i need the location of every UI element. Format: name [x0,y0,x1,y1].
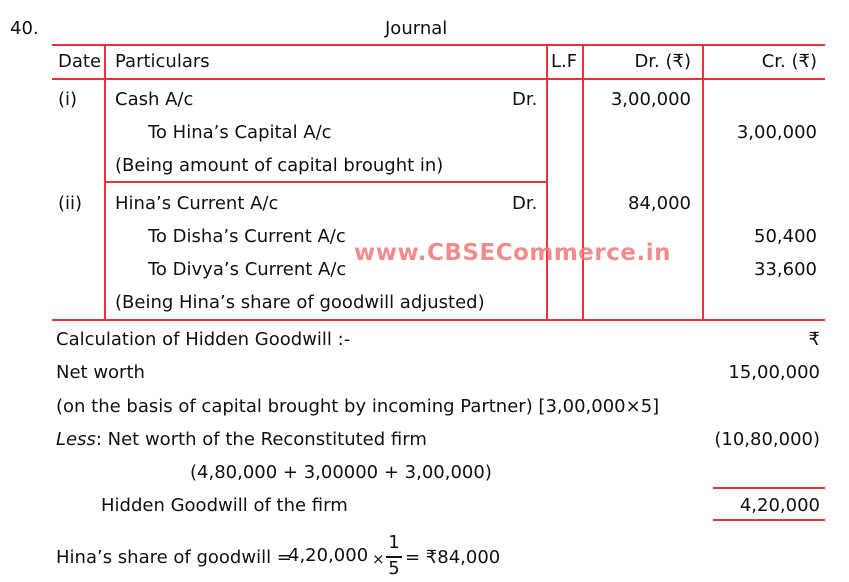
lf-column-rule [582,44,584,321]
debit-amount: 84,000 [628,193,691,214]
narration: (Being Hina’s share of goodwill adjusted) [115,292,485,313]
header-dr: Dr. (₹) [634,51,691,72]
credit-account: To Disha’s Current A/c [148,226,346,247]
header-cr: Cr. (₹) [761,51,817,72]
share-base: 4,20,000 [288,545,369,566]
hidden-goodwill-label: Hidden Goodwill of the firm [101,495,348,516]
share-result: = ₹84,000 [405,547,501,568]
header-particulars: Particulars [115,51,210,72]
watermark: www.CBSECommerce.in [354,240,671,266]
entry-separator-rule [104,181,547,183]
dr-mark: Dr. [512,89,538,110]
table-top-rule [52,44,825,46]
journal-title: Journal [385,18,448,39]
entry-date: (ii) [58,193,83,214]
less-text: : Net worth of the Reconstituted firm [95,429,427,450]
share-label: Hina’s share of goodwill = [56,547,292,568]
credit-amount: 3,00,000 [736,122,817,143]
fraction-denominator: 5 [388,558,400,579]
date-column-rule [104,44,106,321]
question-number: 40. [10,18,39,39]
narration: (Being amount of capital brought in) [115,155,444,176]
credit-amount: 33,600 [754,259,817,280]
total-top-rule [713,487,825,489]
net-worth-label: Net worth [56,362,145,383]
table-bottom-rule [52,319,825,321]
total-bottom-rule [713,519,825,521]
header-date: Date [58,51,102,72]
entry-date: (i) [58,89,78,110]
debit-account: Hina’s Current A/c [115,193,279,214]
credit-account: To Hina’s Capital A/c [148,122,332,143]
table-header-rule [52,78,825,80]
particulars-column-rule [546,44,548,321]
net-worth-value: 15,00,000 [728,362,820,383]
debit-amount: 3,00,000 [610,89,691,110]
net-worth-basis: (on the basis of capital brought by incoming Partner) [3,00,000×5] [56,396,660,417]
header-lf: L.F [551,51,578,72]
less-detail: (4,80,000 + 3,00000 + 3,00,000) [190,462,492,483]
fraction-numerator: 1 [388,532,400,553]
times-sign: × [372,550,385,568]
credit-amount: 50,400 [754,226,817,247]
calculation-heading: Calculation of Hidden Goodwill :- [56,329,351,350]
less-line [56,429,427,450]
currency-symbol: ₹ [808,329,820,350]
credit-account: To Divya’s Current A/c [148,259,347,280]
less-word: Less [56,429,96,450]
debit-account: Cash A/c [115,89,194,110]
less-value: (10,80,000) [714,429,820,450]
dr-mark: Dr. [512,193,538,214]
hidden-goodwill-value: 4,20,000 [739,495,820,516]
